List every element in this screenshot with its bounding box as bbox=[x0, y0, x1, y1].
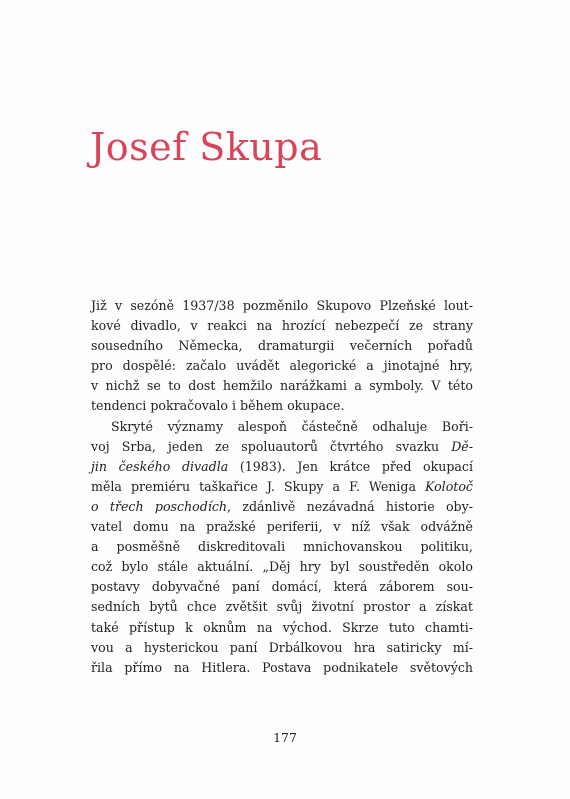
text-line: a posměšně diskreditovali mnichovanskou politiku, bbox=[91, 539, 473, 555]
text-line bbox=[91, 497, 473, 517]
text-line: pro dospělé: začalo uvádět alegorické a jinotajné hry, bbox=[91, 358, 473, 374]
text-line: což bylo stále aktuální. „Děj hry byl soustředěn okolo bbox=[91, 559, 473, 575]
book-title-italic: jin českého divadla bbox=[91, 458, 229, 474]
text-line: také přístup k oknům na východ. Skrze tuto chamti- bbox=[91, 619, 473, 635]
text-line: kové divadlo, v reakci na hrozící nebezpečí ze strany bbox=[91, 318, 473, 334]
body-text bbox=[91, 296, 473, 678]
text-line bbox=[91, 437, 473, 457]
play-title-italic: Kolotoč bbox=[425, 478, 473, 494]
text-line: Skryté významy alespoň částečně odhaluje Boři- bbox=[111, 418, 473, 434]
text-line: postavy dobyvačné paní domácí, která záborem sou- bbox=[91, 579, 473, 595]
text-segment: , zdánlivě nezávadná historie oby- bbox=[227, 498, 473, 514]
text-line: sedních bytů chce zvětšit svůj životní prostor a získat bbox=[91, 599, 473, 615]
text-line: v nichž se to dost hemžilo narážkami a symboly. V této bbox=[91, 378, 473, 394]
text-line: tendenci pokračovalo i během okupace. bbox=[91, 398, 345, 414]
text-line: vatel domu na pražské periferii, v níž však odvážně bbox=[91, 519, 473, 535]
text-line bbox=[91, 477, 473, 497]
text-segment: měla premiéru taškařice J. Skupy a F. Weniga bbox=[91, 478, 426, 494]
book-title-italic: Dě- bbox=[451, 438, 473, 454]
text-line: řila přímo na Hitlera. Postava podnikatele světových bbox=[91, 659, 473, 675]
text-segment: voj Srba, jeden ze spoluautorů čtvrtého svazku bbox=[91, 438, 452, 454]
play-title-italic: o třech poschodích bbox=[91, 498, 228, 514]
chapter-title: Josef Skupa bbox=[90, 125, 323, 169]
text-line: vou a hysterickou paní Drbálkovou hra satiricky mí- bbox=[91, 639, 473, 655]
page-number: 177 bbox=[273, 730, 297, 745]
text-line: Již v sezóně 1937/38 pozměnilo Skupovo Plzeňské lout- bbox=[91, 298, 473, 313]
text-segment: (1983). Jen krátce před okupací bbox=[228, 458, 474, 474]
text-line: sousedního Německa, dramaturgii večerních pořadů bbox=[91, 338, 473, 354]
text-line bbox=[91, 457, 473, 477]
